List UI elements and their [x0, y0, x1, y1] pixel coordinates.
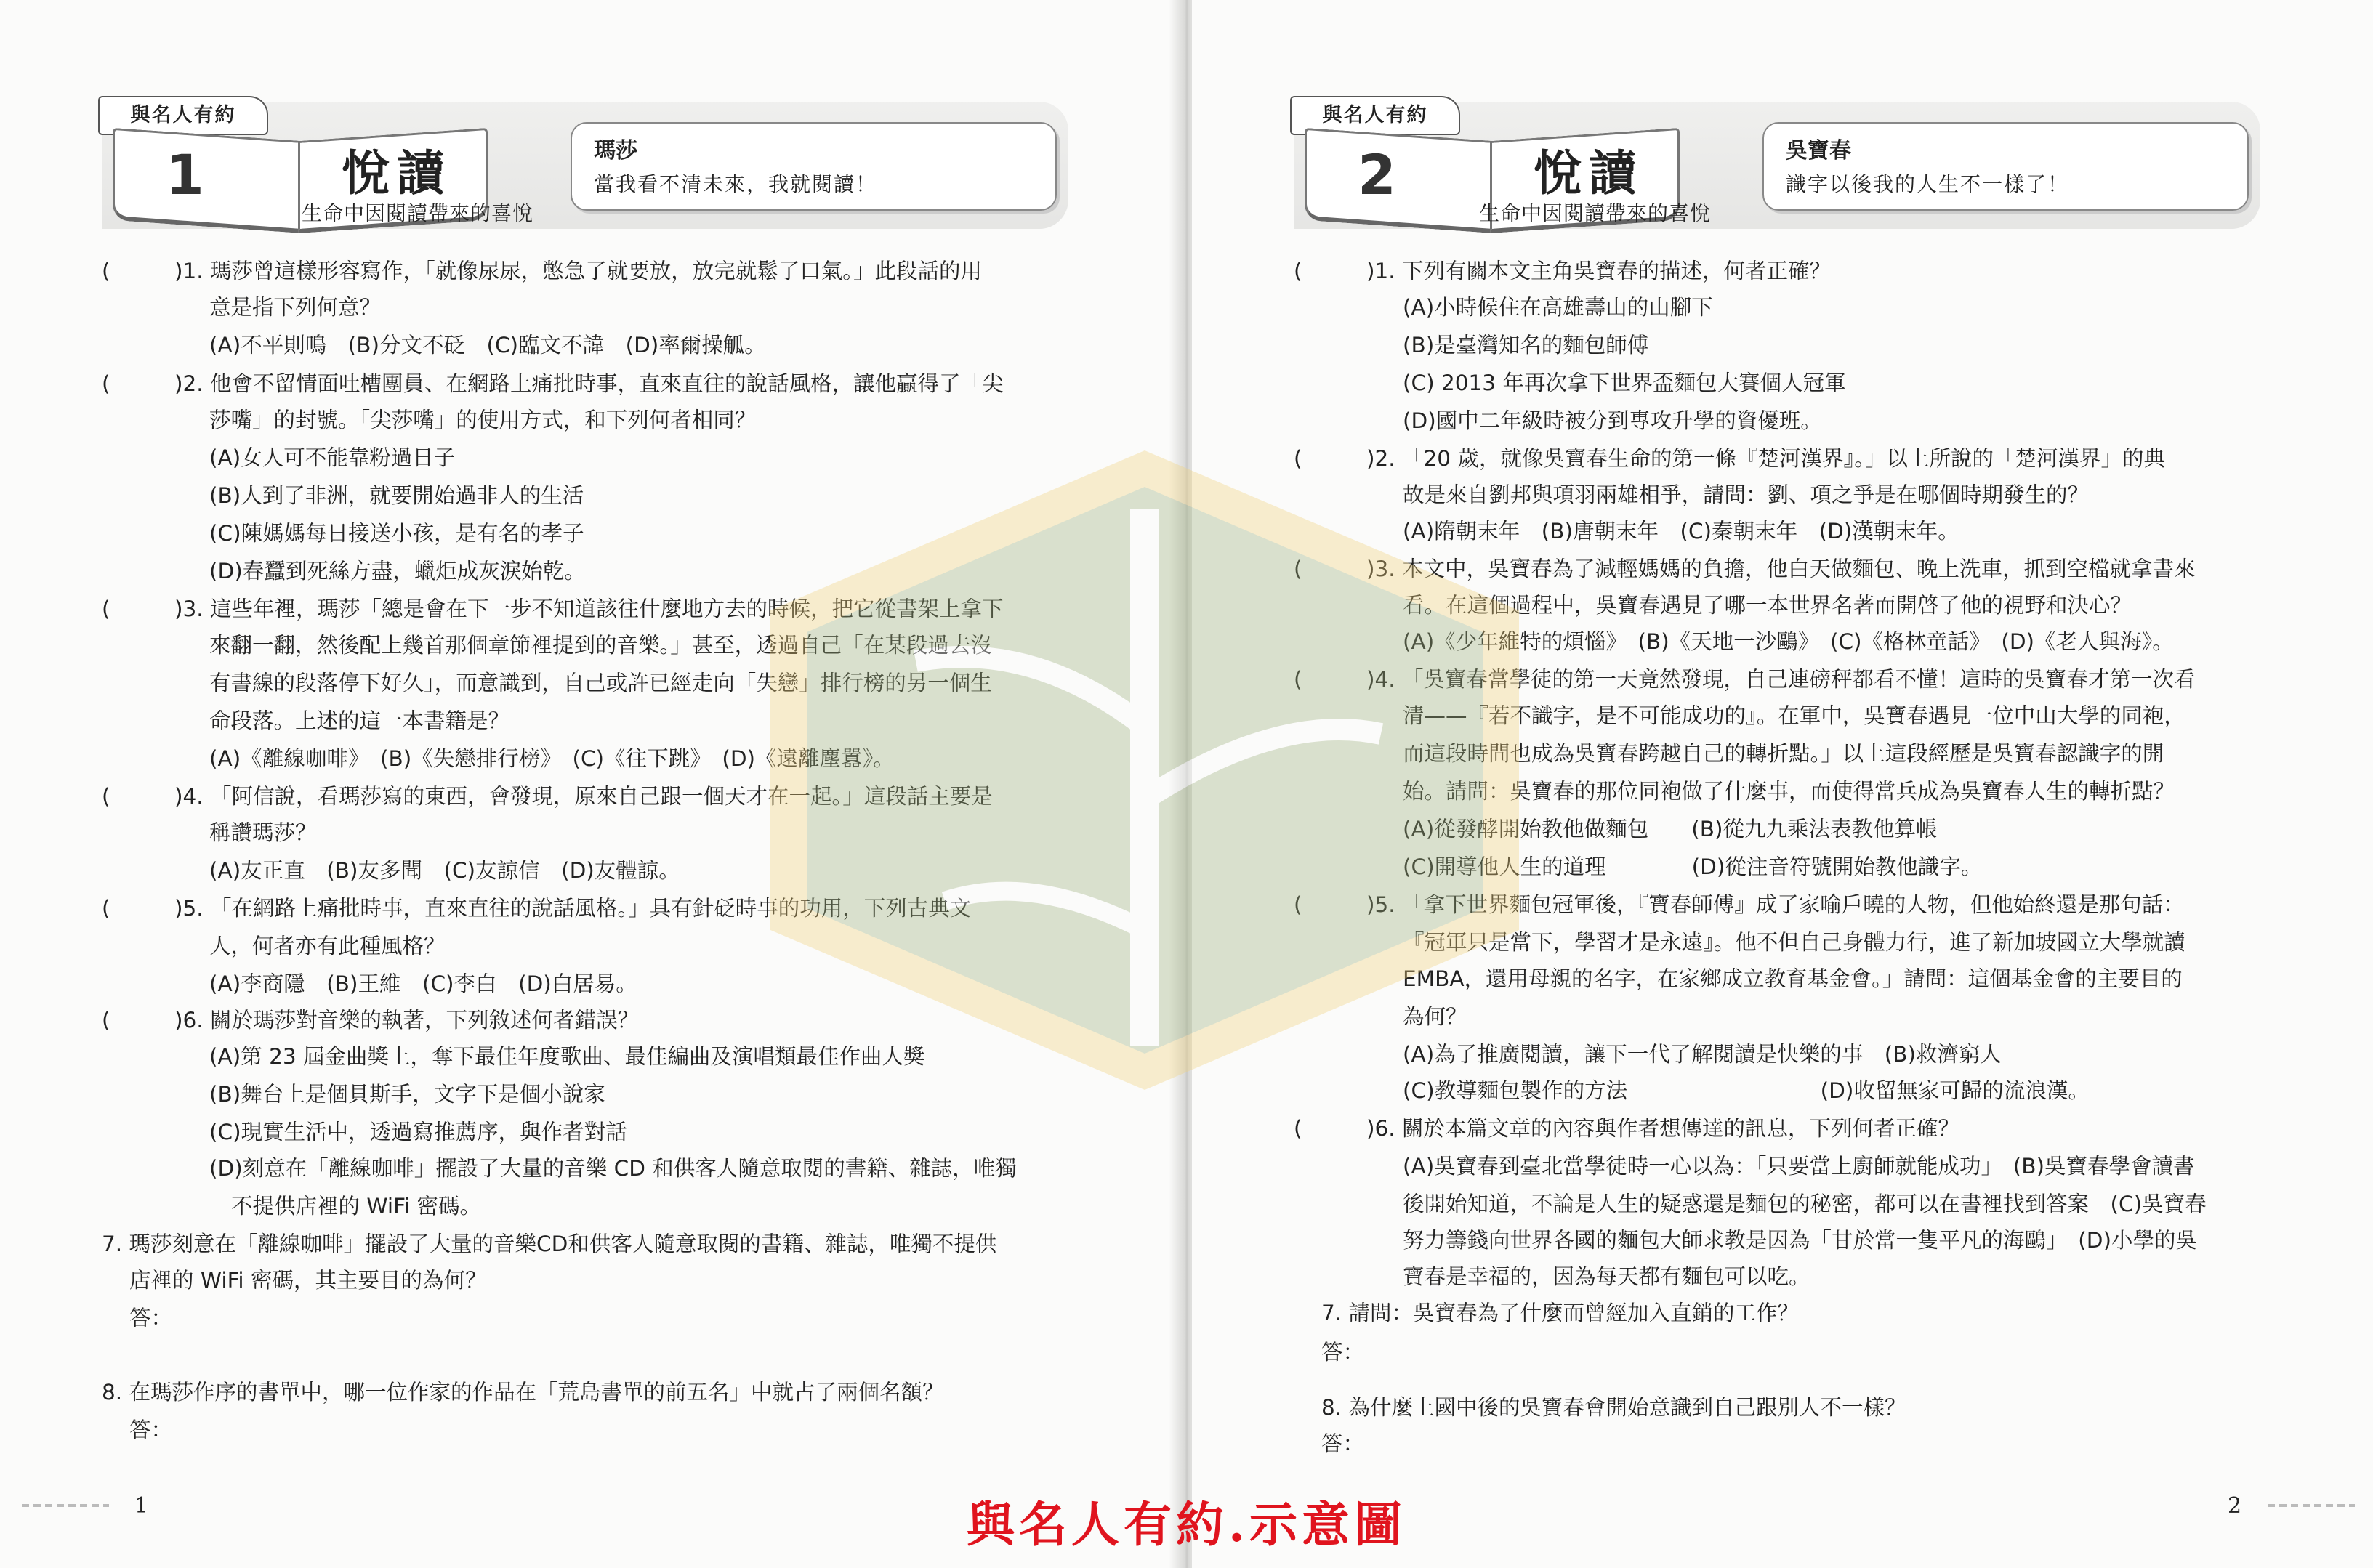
answer-prompt: 答：	[1321, 1340, 1365, 1365]
question-line: ( )3. 這些年裡，瑪莎「總是會在下一步不知道該往什麼地方去的時候，把它從書架上拿下	[102, 597, 1004, 621]
question-text-line: EMBA，還用母親的名字，在家鄉成立教育基金會。」請問：這個基金會的主要目的	[1403, 966, 2183, 991]
question-text-line: 故是來自劉邦與項羽兩雄相爭，請問：劉、項之爭是在哪個時期發生的？	[1403, 482, 2090, 507]
question-text-line: 後開始知道，不論是人生的疑惑還是麵包的秘密，都可以在書裡找到答案 (C)吳寶春	[1403, 1192, 2207, 1216]
question-text-line: 而這段時間也成為吳寶春跨越自己的轉折點。」以上這段經歷是吳寶春認識字的開	[1403, 741, 2164, 766]
question-text-line: 7. 請問：吳寶春為了什麼而曾經加入直銷的工作？	[1321, 1301, 1800, 1325]
question-line: ( )5. 「拿下世界麵包冠軍後，『寶春師傅』成了家喻戶曉的人物，但他始終還是那句話：	[1294, 892, 2185, 917]
question-line: ( )2. 「20 歲，就像吳寶春生命的第一條『楚河漢界』。」以上所說的「楚河漢界」的典	[1294, 446, 2165, 471]
quote-name: 吳寶春	[1786, 138, 1851, 163]
answer-prompt: 答：	[1321, 1431, 1365, 1456]
question-line: ( )3. 本文中，吳寶春為了減輕媽媽的負擔，他白天做麵包、晚上洗車，抓到空檔就拿書來	[1294, 557, 2196, 581]
quote-box	[571, 122, 1057, 211]
question-line: (A)從發酵開始教他做麵包 (B)從九九乘法表教他算帳	[1403, 817, 1938, 841]
question-line: (A)為了推廣閱讀，讓下一代了解閱讀是快樂的事 (B)救濟窮人	[1403, 1042, 2002, 1067]
question-line: (B)人到了非洲，就要開始過非人的生活	[209, 483, 584, 508]
series-tag: 與名人有約	[1290, 96, 1460, 135]
series-tag: 與名人有約	[98, 96, 268, 135]
question-line: (D)國中二年級時被分到專攻升學的資優班。	[1403, 408, 1822, 433]
lesson-subtitle: 生命中因閱讀帶來的喜悅	[1479, 201, 1712, 225]
question-line: ( )2. 他會不留情面吐槽團員、在網路上痛批時事，直來直往的說話風格，讓他贏得了「尖	[102, 371, 1004, 396]
question-line: (A)《離線咖啡》 (B)《失戀排行榜》 (C)《往下跳》 (D)《遠離塵囂》。	[209, 746, 895, 771]
question-text-line: 不提供店裡的 WiFi 密碼。	[231, 1194, 481, 1219]
question-line: ( )1. 瑪莎曾這樣形容寫作，「就像尿尿，憋急了就要放，放完就鬆了口氣。」此段話的用	[102, 259, 983, 283]
question-line: ( )4. 「阿信說，看瑪莎寫的東西，會發現，原來自己跟一個天才在一起。」這段話主要是	[102, 784, 993, 809]
question-line: (B)是臺灣知名的麵包師傅	[1403, 333, 1649, 357]
question-line: (A)吳寶春到臺北當學徒時一心以為：「只要當上廚師就能成功」 (B)吳寶春學會讀書	[1403, 1154, 2195, 1179]
question-line: (D)刻意在「離線咖啡」擺設了大量的音樂 CD 和供客人隨意取閱的書籍、雜誌，唯獨	[209, 1156, 1017, 1181]
question-text-line: 『冠軍只是當下，學習才是永遠』。他不但自己身體力行，進了新加坡國立大學就讀	[1403, 930, 2185, 955]
lesson-title: 悅讀	[1534, 145, 1644, 201]
quote-text: 識字以後我的人生不一樣了！	[1786, 172, 2070, 196]
question-text-line: 7. 瑪莎刻意在「離線咖啡」擺設了大量的音樂CD和供客人隨意取閱的書籍、雜誌，唯獨不提供	[102, 1232, 997, 1256]
lesson-subtitle: 生命中因閱讀帶來的喜悅	[302, 201, 534, 225]
question-text-line: 8. 為什麼上國中後的吳寶春會開始意識到自己跟別人不一樣？	[1321, 1395, 1906, 1420]
page-number: 2	[2228, 1493, 2242, 1519]
lesson-number: 2	[1358, 142, 1396, 207]
question-text-line: 始。請問：吳寶春的那位同袍做了什麼事，而使得當兵成為吳寶春人生的轉折點？	[1403, 779, 2175, 804]
question-line: (A)《少年維特的煩惱》 (B)《天地一沙鷗》 (C)《格林童話》 (D)《老人與海》。	[1403, 629, 2174, 654]
question-text-line: 看。在這個過程中，吳寶春遇見了哪一本世界名著而開啓了他的視野和決心？	[1403, 593, 2132, 618]
question-line: (C)現實生活中，透過寫推薦序，與作者對話	[209, 1120, 627, 1144]
lesson-title: 悅讀	[342, 145, 452, 201]
quote-name: 瑪莎	[594, 138, 637, 163]
question-line: (A)小時候住在高雄壽山的山腳下	[1403, 295, 1713, 320]
question-text-line: 寶春是幸福的，因為每天都有麵包可以吃。	[1403, 1264, 1810, 1289]
right-page	[1192, 0, 2373, 1568]
question-line: (C) 2013 年再次拿下世界盃麵包大賽個人冠軍	[1403, 371, 1846, 395]
question-line: ( )6. 關於本篇文章的內容與作者想傳達的訊息，下列何者正確？	[1294, 1116, 1960, 1141]
quote-text: 當我看不清未來，我就閱讀！	[594, 172, 878, 196]
question-line: (B)舞台上是個貝斯手，文字下是個小說家	[209, 1082, 605, 1107]
question-text-line: 8. 在瑪莎作序的書單中，哪一位作家的作品在「荒島書單的前五名」中就占了兩個名額？	[102, 1380, 944, 1405]
question-line: (C)陳媽媽每日接送小孩，是有名的孝子	[209, 521, 584, 546]
left-page	[0, 0, 1181, 1568]
question-line: (C)教導麵包製作的方法 (D)收留無家可歸的流浪漢。	[1403, 1078, 2090, 1103]
answer-prompt: 答：	[129, 1306, 173, 1330]
question-text-line: 意是指下列何意？	[209, 295, 382, 320]
lesson-number: 1	[166, 142, 204, 207]
question-text-line: 命段落。上述的這一本書籍是？	[209, 708, 510, 733]
question-text-line: 莎嘴」的封號。「尖莎嘴」的使用方式，和下列何者相同？	[209, 408, 757, 432]
question-line: (A)友正直 (B)友多聞 (C)友諒信 (D)友體諒。	[209, 858, 680, 883]
question-line: ( )4. 「吳寶春當學徒的第一天竟然發現，自己連磅秤都看不懂！這時的吳寶春才第一次看	[1294, 667, 2196, 692]
question-text-line: 來翻一翻，然後配上幾首那個章節裡提到的音樂。」甚至，透過自己「在某段過去沒	[209, 633, 992, 658]
question-text-line: 清——『若不識字，是不可能成功的』。在軍中，吳寶春遇見一位中山大學的同袍，	[1403, 703, 2185, 728]
question-text-line: 稱讚瑪莎？	[209, 820, 317, 845]
question-line: ( )6. 關於瑪莎對音樂的執著，下列敘述何者錯誤？	[102, 1008, 640, 1032]
question-line: (C)開導他人生的道理 (D)從注音符號開始教他識字。	[1403, 854, 1983, 879]
question-line: (A)不平則鳴 (B)分文不砭 (C)臨文不諱 (D)率爾操觚。	[209, 333, 766, 357]
question-line: (A)第 23 屆金曲獎上，奪下最佳年度歌曲、最佳編曲及演唱類最佳作曲人獎	[209, 1044, 925, 1069]
footer-caption: 與名人有約.示意圖	[967, 1496, 1406, 1553]
question-text-line: 為何？	[1403, 1004, 1467, 1029]
question-line: (A)女人可不能靠粉過日子	[209, 445, 456, 470]
question-line: ( )1. 下列有關本文主角吳寶春的描述，何者正確？	[1294, 259, 1832, 283]
page-number: 1	[134, 1493, 149, 1519]
question-line: ( )5. 「在網路上痛批時事，直來直往的說話風格。」具有針砭時事的功用，下列古典文	[102, 896, 972, 921]
question-line: (A)隋朝末年 (B)唐朝末年 (C)秦朝末年 (D)漢朝末年。	[1403, 519, 1959, 543]
quote-box	[1762, 122, 2249, 211]
question-line: (D)春蠶到死絲方盡，蠟炬成灰淚始乾。	[209, 559, 586, 583]
question-line: (A)李商隱 (B)王維 (C)李白 (D)白居易。	[209, 971, 637, 996]
answer-prompt: 答：	[129, 1418, 173, 1442]
question-text-line: 努力籌錢向世界各國的麵包大師求教是因為「甘於當一隻平凡的海鷗」 (D)小學的吳	[1403, 1228, 2197, 1253]
question-text-line: 店裡的 WiFi 密碼，其主要目的為何？	[129, 1268, 487, 1293]
question-text-line: 有書線的段落停下好久」，而意識到，自己或許已經走向「失戀」排行榜的另一個生	[209, 671, 992, 695]
question-text-line: 人，何者亦有此種風格？	[209, 934, 446, 958]
